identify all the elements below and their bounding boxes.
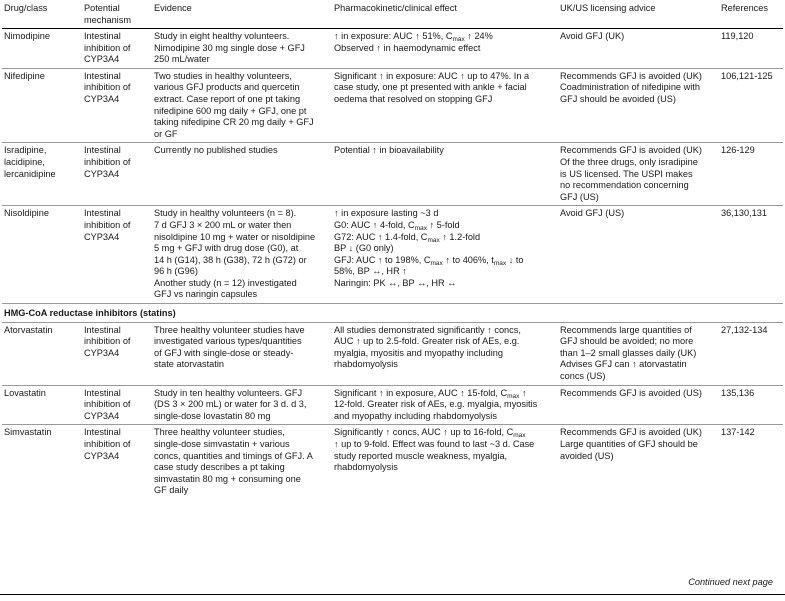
evidence-cell-line: of GFJ with single-dose or steady-: [154, 347, 294, 358]
evidence-cell: [152, 143, 332, 206]
table-header-row: [2, 0, 783, 29]
effect-cell-line: rhabdomyolysis: [334, 462, 398, 473]
effect-cell-line: GFJ: AUC ↑ to 198%, $C_{max}$ ↑ to 406%, $t_{max}$ ↓ to: [334, 254, 524, 267]
licensing-cell-line: GFJ should be avoided (US): [560, 93, 676, 104]
interaction-table: [2, 0, 783, 499]
drug-cell: [2, 425, 82, 499]
effect-cell-line: Significant ↑ in exposure: AUC ↑ up to 47%. In a: [334, 70, 530, 81]
drug-cell-line: lercanidipine: [4, 168, 56, 179]
mechanism-cell-line: Intestinal: [84, 208, 121, 219]
header-mechanism: Potential mechanism: [82, 0, 152, 29]
licensing-cell-line: no recommendation concerning: [560, 180, 689, 191]
licensing-cell-line: avoided (US): [560, 450, 614, 461]
mechanism-cell-line: inhibition of: [84, 399, 131, 410]
licensing-cell: [558, 206, 719, 304]
effect-cell-line: and myopathy including rhabdomyolysis: [334, 410, 497, 421]
evidence-cell-line: GF daily: [154, 485, 189, 496]
mechanism-cell-line: CYP3A4: [84, 54, 120, 65]
header-licensing: UK/US licensing advice: [558, 0, 719, 29]
mechanism-cell-line: CYP3A4: [84, 93, 120, 104]
effect-cell-line: oedema that resolved on stopping GFJ: [334, 93, 493, 104]
drug-cell-line: Nimodipine: [4, 31, 50, 41]
effect-cell-line: BP ↓ (G0 only): [334, 243, 394, 254]
mechanism-cell-line: CYP3A4: [84, 231, 120, 242]
licensing-cell-line: GFJ should be avoided; no more: [560, 336, 694, 347]
evidence-cell-line: Another study (n = 12) investigated: [154, 277, 297, 288]
evidence-cell-line: (DS 3 × 200 mL) or water for 3 d. d 3,: [154, 399, 307, 410]
drug-cell: [2, 68, 82, 143]
licensing-cell-line: Large quantities of GFJ should be: [560, 439, 698, 449]
evidence-cell: [152, 385, 332, 425]
evidence-cell: [152, 29, 332, 69]
subscript: max: [427, 236, 440, 244]
effect-cell-line: rhabdomyolysis: [334, 359, 398, 370]
mechanism-cell-line: Intestinal: [84, 387, 121, 398]
mechanism-cell-line: CYP3A4: [84, 450, 120, 461]
mechanism-cell-line: CYP3A4: [84, 347, 120, 358]
references-cell: 106,121-125: [719, 68, 783, 143]
effect-cell-line: AUC ↑ up to 2.5-fold. Greater risk of AEs, e.g.: [334, 336, 520, 347]
evidence-cell-line: Nimodipine 30 mg single dose + GFJ: [154, 42, 305, 53]
evidence-cell-line: Study in ten healthy volunteers. GFJ: [154, 387, 303, 398]
effect-cell-line: 12-fold. Greater risk of AEs, e.g. myalgia, myositis: [334, 399, 538, 410]
mechanism-cell-line: Intestinal: [84, 31, 121, 41]
section-title: HMG-CoA reductase inhibitors (statins): [2, 304, 783, 323]
evidence-cell-line: nifedipine 600 mg daily + GFJ, one pt: [154, 105, 307, 116]
licensing-cell: [558, 29, 719, 69]
table-row: [2, 143, 783, 206]
drug-cell: [2, 206, 82, 304]
evidence-cell-line: Currently no published studies: [154, 145, 278, 156]
table-row: [2, 425, 783, 499]
effect-cell-line: ↑ in exposure lasting ~3 d: [334, 208, 439, 219]
subscript: max: [414, 224, 427, 232]
licensing-cell-line: Avoid GFJ (US): [560, 208, 625, 219]
licensing-cell-line: GFJ (US): [560, 191, 599, 202]
effect-cell-line: Significant ↑ in exposure, AUC ↑ 15-fold, $C_{max}$ ↑: [334, 387, 527, 400]
effect-cell-line: ↑ in exposure: AUC ↑ 51%, $C_{max}$ ↑ 24%: [334, 31, 493, 43]
effect-cell-line: All studies demonstrated significantly ↑ concs,: [334, 324, 521, 335]
drug-cell: [2, 385, 82, 425]
table-row: [2, 68, 783, 143]
licensing-cell: [558, 385, 719, 425]
mechanism-cell-line: CYP3A4: [84, 410, 120, 421]
evidence-cell-line: simvastatin 80 mg + consuming one: [154, 473, 301, 484]
drug-cell-line: lacidipine,: [4, 156, 45, 167]
evidence-cell: [152, 425, 332, 499]
evidence-cell: [152, 322, 332, 385]
effect-cell-line: Significantly ↑ concs, AUC ↑ up to 16-fold, $C_{max}$: [334, 427, 526, 440]
evidence-cell-line: 5 mg + GFJ with drug dose (G0), at: [154, 243, 299, 254]
continued-note: Continued next page: [688, 577, 773, 587]
licensing-cell: [558, 322, 719, 385]
drug-cell-line: Nifedipine: [4, 70, 45, 81]
evidence-cell-line: 14 h (G14), 38 h (G38), 72 h (G72) or: [154, 254, 307, 265]
drug-cell-line: Lovastatin: [4, 387, 46, 398]
licensing-cell-line: Of the three drugs, only isradipine: [560, 156, 698, 167]
subscript: max: [452, 36, 465, 43]
effect-cell: [332, 29, 558, 69]
table-row: [2, 385, 783, 425]
mechanism-cell-line: Intestinal: [84, 145, 121, 156]
effect-cell-line: 58%, BP ↔, HR ↑: [334, 266, 407, 277]
evidence-cell-line: 96 h (G96): [154, 266, 198, 277]
drug-cell-line: Nisoldipine: [4, 208, 49, 219]
effect-cell: [332, 143, 558, 206]
mechanism-cell: [82, 385, 152, 425]
licensing-cell: [558, 425, 719, 499]
evidence-cell-line: Three healthy volunteer studies,: [154, 427, 285, 438]
evidence-cell-line: Study in eight healthy volunteers.: [154, 31, 290, 41]
mechanism-cell-line: Intestinal: [84, 324, 121, 335]
references-cell: 135,136: [719, 385, 783, 425]
effect-cell-line: ↑ up to 9-fold. Effect was found to last ~3 d. Case: [334, 439, 535, 449]
mechanism-cell: [82, 425, 152, 499]
mechanism-cell: [82, 322, 152, 385]
licensing-cell-line: than 1–2 small glasses daily (UK): [560, 347, 697, 358]
drug-cell-line: Atorvastatin: [4, 324, 53, 335]
evidence-cell-line: Two studies in healthy volunteers,: [154, 70, 292, 81]
drug-cell: [2, 29, 82, 69]
licensing-cell-line: Recommends GFJ is avoided (UK): [560, 70, 702, 81]
header-drug-class: Drug/class: [2, 0, 82, 29]
header-references: References: [719, 0, 783, 29]
licensing-cell-line: Avoid GFJ (UK): [560, 31, 625, 41]
mechanism-cell-line: Intestinal: [84, 70, 121, 81]
subscript: max: [430, 259, 443, 267]
licensing-cell-line: is US licensed. The USPI makes: [560, 168, 693, 179]
evidence-cell-line: GFJ vs naringin capsules: [154, 289, 258, 300]
effect-cell-line: myalgia, myositis and myopathy including: [334, 347, 504, 358]
effect-cell-line: Naringin: PK ↔, BP ↔, HR ↔: [334, 277, 457, 288]
table-row: [2, 29, 783, 69]
references-cell: 36,130,131: [719, 206, 783, 304]
mechanism-cell-line: inhibition of: [84, 42, 131, 53]
evidence-cell-line: case study describes a pt taking: [154, 462, 285, 473]
mechanism-cell: [82, 143, 152, 206]
effect-cell: [332, 68, 558, 143]
licensing-cell-line: concs (US): [560, 371, 606, 382]
mechanism-cell: [82, 68, 152, 143]
evidence-cell: [152, 68, 332, 143]
drug-cell-line: Simvastatin: [4, 427, 52, 438]
evidence-cell-line: nisoldipine 10 mg + water or nisoldipine: [154, 231, 316, 242]
mechanism-cell: [82, 29, 152, 69]
mechanism-cell: [82, 206, 152, 304]
section-row: [2, 304, 783, 323]
mechanism-cell-line: inhibition of: [84, 336, 131, 347]
references-cell: 137-142: [719, 425, 783, 499]
references-cell: 27,132-134: [719, 322, 783, 385]
evidence-cell-line: 250 mL/water: [154, 54, 210, 65]
effect-cell: [332, 425, 558, 499]
effect-cell-line: case study, one pt presented with ankle + facial: [334, 82, 527, 93]
evidence-cell-line: state atorvastatin: [154, 359, 224, 370]
subscript: max: [513, 432, 526, 440]
subscript: max: [507, 392, 520, 400]
drug-cell: [2, 143, 82, 206]
effect-cell-line: Observed ↑ in haemodynamic effect: [334, 42, 481, 53]
evidence-cell-line: 7 d GFJ 3 × 200 mL or water then: [154, 219, 292, 230]
effect-cell-line: G72: AUC ↑ 1.4-fold, $C_{max}$ ↑ 1.2-fold: [334, 231, 481, 244]
licensing-cell: [558, 143, 719, 206]
evidence-cell-line: extract. Case report of one pt taking: [154, 93, 301, 104]
mechanism-cell-line: inhibition of: [84, 439, 131, 449]
header-evidence: Evidence: [152, 0, 332, 29]
licensing-cell-line: Recommends GFJ is avoided (US): [560, 387, 702, 398]
evidence-cell-line: Study in healthy volunteers (n = 8).: [154, 208, 297, 219]
evidence-cell-line: or GF: [154, 128, 178, 139]
evidence-cell-line: single-dose lovastatin 80 mg: [154, 410, 271, 421]
evidence-cell-line: various GFJ products and quercetin: [154, 82, 300, 93]
mechanism-cell-line: inhibition of: [84, 219, 131, 230]
drug-cell: [2, 322, 82, 385]
mechanism-cell-line: inhibition of: [84, 156, 131, 167]
evidence-cell-line: concs, quantities and timings of GFJ. A: [154, 450, 313, 461]
evidence-cell-line: Three healthy volunteer studies have: [154, 324, 305, 335]
table-row: [2, 206, 783, 304]
drug-cell-line: Isradipine,: [4, 145, 47, 156]
licensing-cell-line: Recommends GFJ is avoided (UK): [560, 145, 702, 156]
references-cell: 126-129: [719, 143, 783, 206]
licensing-cell: [558, 68, 719, 143]
evidence-cell-line: investigated various types/quantities: [154, 336, 302, 347]
effect-cell-line: G0: AUC ↑ 4-fold, $C_{max}$ ↑ 5-fold: [334, 219, 460, 232]
evidence-cell: [152, 206, 332, 304]
licensing-cell-line: Recommends large quantities of: [560, 324, 692, 335]
effect-cell-line: study reported muscle weakness, myalgia,: [334, 450, 508, 461]
effect-cell: [332, 206, 558, 304]
header-effect: Pharmacokinetic/clinical effect: [332, 0, 558, 29]
subscript: max: [493, 259, 507, 267]
mechanism-cell-line: CYP3A4: [84, 168, 120, 179]
mechanism-cell-line: inhibition of: [84, 82, 131, 93]
effect-cell: [332, 385, 558, 425]
table-footer: [0, 577, 785, 595]
table-row: [2, 322, 783, 385]
effect-cell-line: Potential ↑ in bioavailability: [334, 145, 444, 156]
references-cell: 119,120: [719, 29, 783, 69]
effect-cell: [332, 322, 558, 385]
mechanism-cell-line: Intestinal: [84, 427, 121, 438]
evidence-cell-line: single-dose simvastatin + various: [154, 439, 290, 449]
licensing-cell-line: Advises GFJ can ↑ atorvastatin: [560, 359, 687, 370]
licensing-cell-line: Coadministration of nifedipine with: [560, 82, 700, 93]
evidence-cell-line: taking nifedipine CR 20 mg daily + GFJ: [154, 117, 314, 128]
licensing-cell-line: Recommends GFJ is avoided (UK): [560, 427, 702, 438]
